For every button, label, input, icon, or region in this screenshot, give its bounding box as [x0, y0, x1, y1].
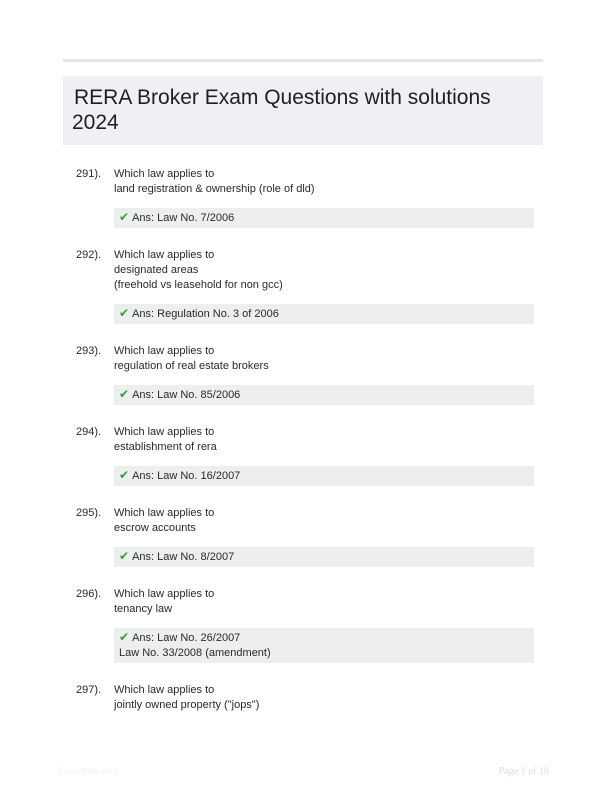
check-icon: ✔ [119, 468, 130, 482]
answer-text: Ans: Regulation No. 3 of 2006 [132, 308, 279, 320]
question-number: 292). [76, 249, 102, 261]
question-text [114, 587, 534, 617]
question-text [114, 425, 534, 455]
question-item [0, 587, 606, 663]
question-item [0, 506, 606, 567]
question-line: tenancy law [114, 603, 173, 615]
answer-line [119, 387, 529, 403]
question-list [0, 167, 606, 733]
question-text [114, 683, 534, 713]
answer-text: Ans: Law No. 7/2006 [132, 212, 235, 224]
question-line: land registration & ownership (role of dld) [114, 183, 315, 195]
document-title: RERA Broker Exam Questions with solutions 2024 [72, 86, 491, 134]
question-text [114, 248, 534, 293]
answer-text: Ans: Law No. 26/2007 [132, 632, 241, 644]
answer-box [114, 208, 534, 228]
question-number: 296). [76, 588, 102, 600]
answer-line [119, 549, 529, 565]
question-line: Which law applies to [114, 345, 215, 357]
question-item [0, 425, 606, 486]
question-line: escrow accounts [114, 522, 196, 534]
answer-text: Law No. 33/2008 (amendment) [119, 647, 271, 659]
question-line: Which law applies to [114, 588, 215, 600]
question-number: 291). [76, 168, 102, 180]
question-text [114, 344, 534, 374]
answer-line [119, 210, 529, 226]
page-indicator: Page 1 of 10 [498, 766, 549, 777]
question-line: designated areas [114, 264, 199, 276]
answer-line [119, 646, 529, 661]
question-line: Which law applies to [114, 249, 215, 261]
question-item [0, 683, 606, 713]
question-line: regulation of real estate brokers [114, 360, 269, 372]
top-divider [63, 59, 543, 62]
question-number: 295). [76, 507, 102, 519]
check-icon: ✔ [119, 210, 130, 224]
question-item [0, 344, 606, 405]
question-line: establishment of rera [114, 441, 217, 453]
answer-box [114, 547, 534, 567]
footer-watermark: Paperthiis.com [58, 766, 118, 776]
question-number: 293). [76, 345, 102, 357]
answer-box [114, 628, 534, 663]
check-icon: ✔ [119, 549, 130, 563]
question-item [0, 167, 606, 228]
question-number: 294). [76, 426, 102, 438]
question-item [0, 248, 606, 324]
check-icon: ✔ [119, 306, 130, 320]
title-banner [63, 76, 543, 145]
question-line: Which law applies to [114, 684, 215, 696]
question-text [114, 506, 534, 536]
question-line: (freehold vs leasehold for non gcc) [114, 279, 283, 291]
question-line: Which law applies to [114, 168, 215, 180]
question-line: Which law applies to [114, 426, 215, 438]
answer-line [119, 306, 529, 322]
question-line: jointly owned property ("jops") [114, 699, 260, 711]
answer-line [119, 630, 529, 646]
question-text [114, 167, 534, 197]
answer-box [114, 304, 534, 324]
answer-box [114, 385, 534, 405]
check-icon: ✔ [119, 387, 130, 401]
answer-box [114, 466, 534, 486]
answer-text: Ans: Law No. 16/2007 [132, 470, 241, 482]
answer-line [119, 468, 529, 484]
answer-text: Ans: Law No. 85/2006 [132, 389, 241, 401]
answer-text: Ans: Law No. 8/2007 [132, 551, 235, 563]
question-number: 297). [76, 684, 102, 696]
check-icon: ✔ [119, 630, 130, 644]
question-line: Which law applies to [114, 507, 215, 519]
